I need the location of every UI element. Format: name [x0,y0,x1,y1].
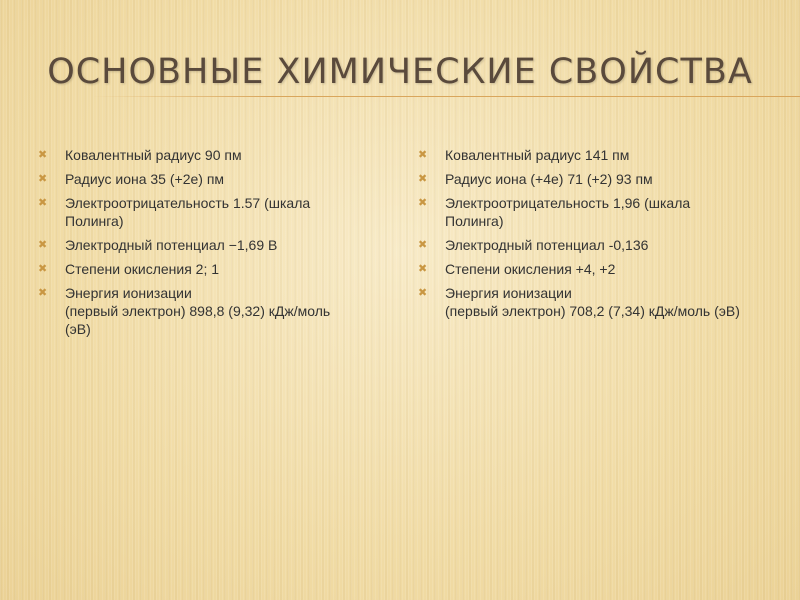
line: Электродный потенциал -0,136 [445,237,649,253]
cross-bullet-icon: ✖ [38,239,48,251]
line: Степени окисления +4, +2 [445,261,616,277]
cross-bullet-icon: ✖ [418,197,428,209]
line: Энергия ионизации [65,285,192,301]
line: Радиус иона 35 (+2e) пм [65,171,225,187]
list-item [418,236,758,254]
line: Полинга) [445,213,504,229]
list-item [418,170,758,188]
cross-bullet-icon: ✖ [418,239,428,251]
line: (первый электрон) 708,2 (7,34) кДж/моль (эВ) [445,303,740,319]
list-item [418,146,758,164]
line: Ковалентный радиус 90 пм [65,147,242,163]
cross-bullet-icon: ✖ [418,173,428,185]
list-item [38,284,378,338]
line: Степени окисления 2; 1 [65,261,220,277]
slide-title: ОСНОВНЫЕ ХИМИЧЕСКИЕ СВОЙСТВА [47,52,753,92]
list-item [418,194,758,230]
cross-bullet-icon: ✖ [418,287,428,299]
cross-bullet-icon: ✖ [38,149,48,161]
cross-bullet-icon: ✖ [38,197,48,209]
line: (эВ) [65,321,91,337]
line: Энергия ионизации [445,285,572,301]
list-item [38,170,378,188]
line: (первый электрон) 898,8 (9,32) кДж/моль [65,303,331,319]
cross-bullet-icon: ✖ [38,263,48,275]
cross-bullet-icon: ✖ [418,263,428,275]
right-bullet-list [418,146,758,320]
line: Радиус иона (+4e) 71 (+2) 93 пм [445,171,653,187]
cross-bullet-icon: ✖ [38,173,48,185]
left-column [38,146,378,344]
list-item [418,284,758,320]
list-item [418,260,758,278]
title-divider [92,96,800,97]
list-item [38,146,378,164]
list-item [38,236,378,254]
line: Электродный потенциал −1,69 В [65,237,278,253]
list-item [38,260,378,278]
cross-bullet-icon: ✖ [38,287,48,299]
line: Ковалентный радиус 141 пм [445,147,630,163]
right-column [418,146,758,326]
line: Полинга) [65,213,124,229]
list-item [38,194,378,230]
line: Электроотрицательность 1,96 (шкала [445,195,691,211]
line: Электроотрицательность 1.57 (шкала [65,195,311,211]
cross-bullet-icon: ✖ [418,149,428,161]
left-bullet-list [38,146,378,338]
